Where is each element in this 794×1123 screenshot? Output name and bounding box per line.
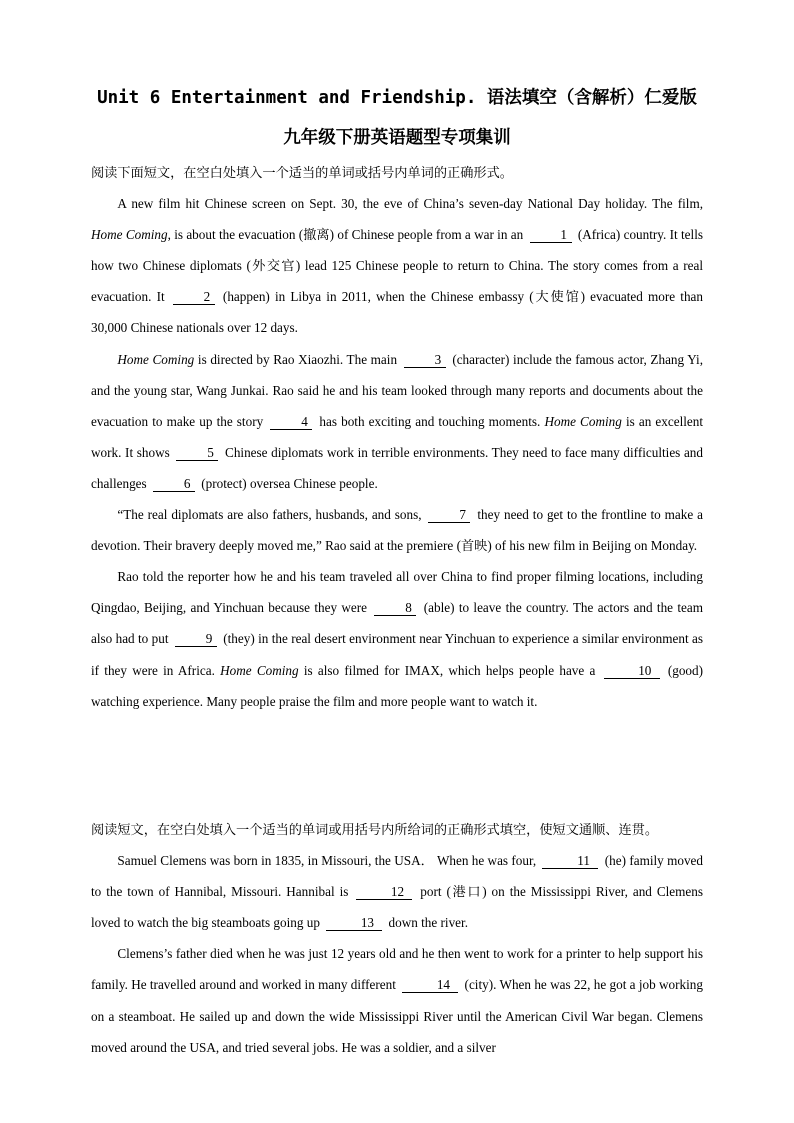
blank-4[interactable]: 4: [270, 414, 312, 430]
paragraph-1: [91, 188, 703, 343]
text-run: (able) to leave the country. The actors and the team also had to put: [91, 600, 703, 647]
blank-5[interactable]: 5: [176, 445, 218, 461]
paragraph-6: [91, 938, 703, 1062]
text-run: (they) in the real desert environment near Yinchuan to experience a similar environment as if they were in Africa.: [91, 631, 703, 678]
text-run: Rao told the reporter how he and his team traveled all over China to find proper filming locations, including Qingdao, Beijing, and Yinchuan because they were: [91, 569, 703, 616]
paragraph-4: [91, 561, 703, 716]
text-run: they need to get to the frontline to make a devotion. Their bravery deeply moved me,” Rao said at the premiere (首映) of his new film in Beijing on Monday.: [91, 507, 703, 554]
blank-8[interactable]: 8: [374, 600, 416, 616]
text-run: (good) watching experience. Many people praise the film and more people want to watch it.: [91, 662, 703, 709]
text-run: “The real diplomats are also fathers, husbands, and sons,: [117, 507, 426, 523]
paragraph-3: [91, 499, 703, 561]
text-run: A new film hit Chinese screen on Sept. 30, the eve of China’s seven-day National Day holiday. The film,: [117, 196, 703, 212]
text-run: (protect) oversea Chinese people.: [197, 475, 378, 491]
film-title: Home Coming: [117, 351, 195, 367]
text-run: has both exciting and touching moments.: [315, 413, 545, 429]
instruction-2: 阅读短文，在空白处填入一个适当的单词或用括号内所给词的正确形式填空，使短文通顺、连贯。: [91, 822, 659, 837]
text-run: (character) include the famous actor, Zhang Yi, and the young star, Wang Junkai. Rao said he and his team looked through many reports and documents about the evacuation to make up the story: [91, 351, 704, 429]
blank-13[interactable]: 13: [326, 915, 382, 931]
text-run: is directed by Rao Xiaozhi. The main: [194, 351, 401, 367]
text-run: port (港口) on the Mississippi River, and Clemens loved to watch the big steamboats going up: [91, 884, 703, 931]
blank-14[interactable]: 14: [402, 977, 458, 993]
blank-7[interactable]: 7: [428, 507, 470, 523]
text-run: , is about the evacuation (撤离) of Chinese people from a war in an: [167, 227, 527, 243]
text-run: (city). When he was 22, he got a job working on a steamboat. He sailed up and down the wide Mississippi River until the American Civil War began. Clemens moved around the USA, and tried several jobs. He was a soldier, and a silver: [91, 977, 703, 1055]
text-run: (happen) in Libya in 2011, when the Chinese embassy (大使馆) evacuated more than 30,000 Chinese nationals over 12 days.: [91, 289, 703, 336]
text-run: is an excellent work. It shows: [91, 413, 704, 460]
text-run: Samuel Clemens was born in 1835, in Missouri, the USA． When he was four,: [117, 853, 540, 869]
text-run: is also filmed for IMAX, which helps people have a: [298, 662, 601, 678]
text-run: (Africa) country. It tells how two Chinese diplomats (外交官) lead 125 Chinese people to return to China. The story comes from a real evacuation. It: [91, 227, 703, 305]
film-title: Home Coming: [91, 227, 168, 243]
blank-2[interactable]: 2: [173, 289, 215, 305]
exercise-section-1: [91, 157, 703, 717]
text-run: (he) family moved to the town of Hannibal, Missouri. Hannibal is: [91, 853, 703, 900]
paragraph-2: [91, 344, 703, 499]
instruction-1: 阅读下面短文，在空白处填入一个适当的单词或括号内单词的正确形式。: [91, 165, 513, 180]
text-run: Chinese diplomats work in terrible environments. They need to face many difficulties and challenges: [91, 444, 703, 491]
blank-12[interactable]: 12: [356, 884, 412, 900]
blank-3[interactable]: 3: [404, 352, 446, 368]
blank-9[interactable]: 9: [175, 631, 217, 647]
text-run: Clemens’s father died when he was just 12 years old and he then went to work for a printer to help support his family. He travelled around and worked in many different: [91, 946, 703, 993]
page-subtitle: 九年级下册英语题型专项集训: [283, 128, 511, 148]
blank-11[interactable]: 11: [542, 853, 598, 869]
film-title: Home Coming: [544, 413, 622, 429]
film-title: Home Coming: [220, 662, 299, 678]
page-title: Unit 6 Entertainment and Friendship. 语法填空（含解析）仁爱版: [97, 88, 697, 108]
blank-1[interactable]: 1: [530, 227, 572, 243]
exercise-section-2: [91, 814, 703, 1063]
blank-10[interactable]: 10: [604, 663, 660, 679]
paragraph-5: [91, 845, 703, 938]
text-run: down the river.: [385, 915, 468, 931]
blank-6[interactable]: 6: [153, 476, 195, 492]
